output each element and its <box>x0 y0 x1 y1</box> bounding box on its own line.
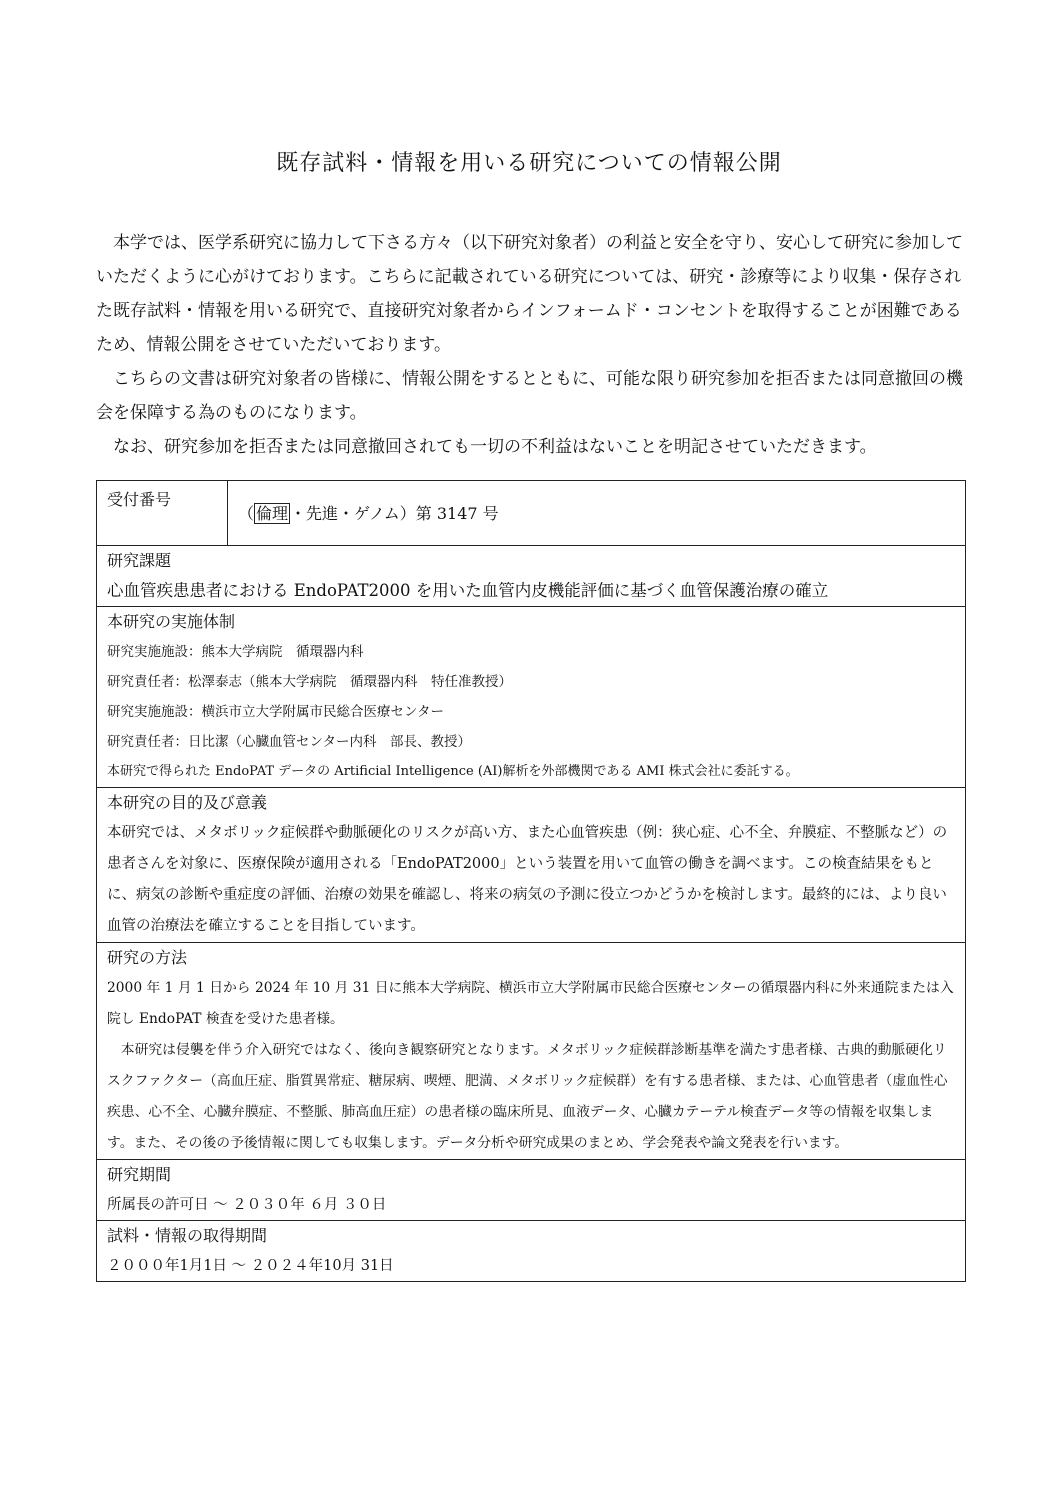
acquisition-label: 試料・情報の取得期間 <box>107 1226 268 1245</box>
purpose-text: 本研究では、メタボリック症候群や動脈硬化のリスクが高い方、また心血管疾患（例：狭心症、心不全、弁膜症、不整脈など）の患者さんを対象に、医療保険が適用される「EndoPAT2000」という装置を用いて血管の働きを調べます。この検査結果をもとに、病気の診断や重症度の評価、治療の効果を確認し、将来の病気の予測に役立つかどうかを検討します。最終的には、より良い血管の治療法を確立することを目指しています。 <box>107 825 948 934</box>
period-row <box>97 1160 966 1221</box>
reception-value <box>228 481 966 546</box>
acquisition-value: ２０００年1月1日 ～ ２０２４年10月 31日 <box>107 1258 394 1274</box>
purpose-cell <box>97 788 966 943</box>
method-row <box>97 943 966 1160</box>
structure-cell <box>97 607 966 788</box>
topic-label: 研究課題 <box>107 551 172 570</box>
intro-paragraph-1: 本学では、医学系研究に協力して下さる方々（以下研究対象者）の利益と安全を守り、安心して研究に参加していただくように心がけております。こちらに記載されている研究については、研究・診療等により収集・保存された既存試料・情報を用いる研究で、直接研究対象者からインフォームド・コンセントを取得することが困難であるため、情報公開をさせていただいております。 <box>96 233 963 355</box>
page-title: 既存試料・情報を用いる研究についての情報公開 <box>276 151 782 176</box>
purpose-row <box>97 788 966 943</box>
structure-line: 研究実施施設：熊本大学病院 循環器内科 <box>107 644 364 660</box>
reception-label: 受付番号 <box>97 481 228 546</box>
purpose-label: 本研究の目的及び意義 <box>107 793 268 812</box>
acquisition-cell <box>97 1221 966 1282</box>
acquisition-row <box>97 1221 966 1282</box>
intro-paragraph-3: なお、研究参加を拒否または同意撤回されても一切の不利益はないことを明記させていただきます。 <box>113 437 877 457</box>
structure-line: 研究責任者：松澤泰志（熊本大学病院 循環器内科 特任准教授） <box>107 674 512 690</box>
reception-prefix: （ <box>238 504 255 523</box>
method-text <box>107 973 955 1159</box>
structure-line: 研究責任者：日比潔（心臓血管センター内科 部長、教授） <box>107 734 471 750</box>
method-label: 研究の方法 <box>107 948 188 967</box>
topic-row <box>97 546 966 607</box>
topic-value: 心血管疾患患者における EndoPAT2000 を用いた血管内皮機能評価に基づく血管保護治療の確立 <box>107 581 829 600</box>
method-paragraph-1: 2000 年 1 月 1 日から 2024 年 10 月 31 日に熊本大学病院、横浜市立大学附属市民総合医療センターの循環器内科に外来通院または入院し EndoPAT 検査を受けた患者様。 <box>107 980 954 1027</box>
structure-line: 本研究で得られた EndoPAT データの Artificial Intelligence (AI)解析を外部機関である AMI 株式会社に委託する。 <box>107 764 799 779</box>
method-cell <box>97 943 966 1160</box>
reception-row <box>97 481 966 546</box>
method-paragraph-2: 本研究は侵襲を伴う介入研究ではなく、後向き観察研究となります。メタボリック症候群診断基準を満たす患者様、古典的動脈硬化リスクファクター（高血圧症、脂質異常症、糖尿病、喫煙、肥満、メタボリック症候群）を有する患者様、または、心血管患者（虚血性心疾患、心不全、心臓弁膜症、不整脈、肺高血圧症）の患者様の臨床所見、血液データ、心臓カテーテル検査データ等の情報を収集します。また、その後の予後情報に関しても収集します。データ分析や研究成果のまとめ、学会発表や論文発表を行います。 <box>107 1042 948 1151</box>
structure-label: 本研究の実施体制 <box>107 612 236 631</box>
topic-cell <box>97 546 966 607</box>
structure-row <box>97 607 966 788</box>
intro-text <box>96 226 966 464</box>
structure-line: 研究実施施設：横浜市立大学附属市民総合医療センター <box>107 704 444 720</box>
intro-paragraph-2: こちらの文書は研究対象者の皆様に、情報公開をするとともに、可能な限り研究参加を拒否または同意撤回の機会を保障する為のものになります。 <box>96 369 963 423</box>
reception-selected-category: 倫理 <box>256 504 289 523</box>
period-value: 所属長の許可日 ～ ２０３０年 ６月 ３０日 <box>107 1197 387 1213</box>
period-label: 研究期間 <box>107 1165 172 1184</box>
period-cell <box>97 1160 966 1221</box>
study-info-table <box>96 480 966 1282</box>
reception-rest: ・先進・ゲノム）第 3147 号 <box>290 504 499 523</box>
